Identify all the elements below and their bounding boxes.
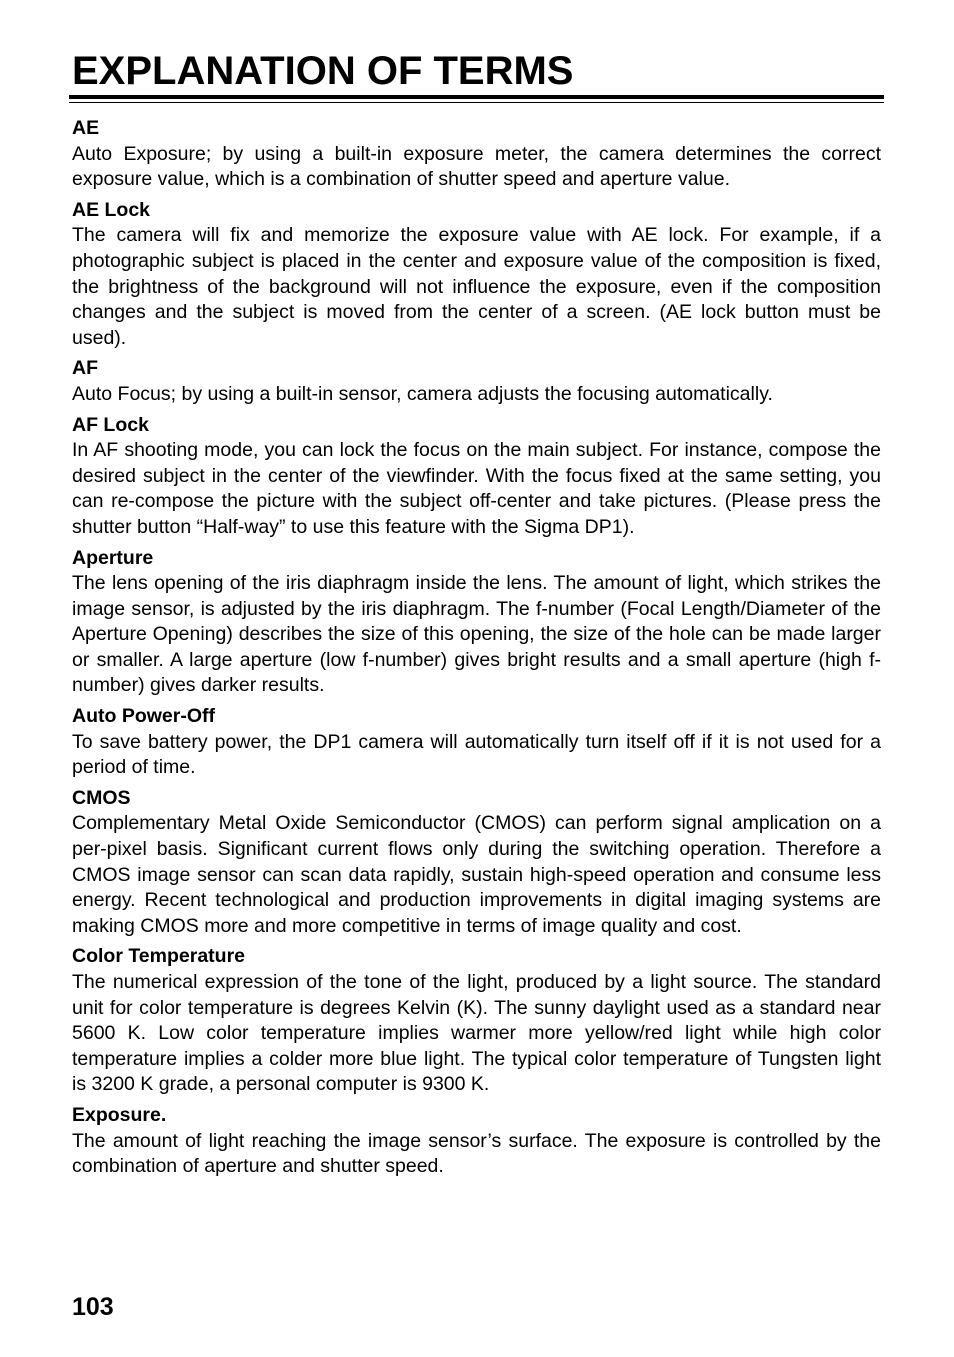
term-name: AE Lock (72, 198, 151, 221)
term-auto-power-off (72, 704, 881, 781)
term-name: AF (72, 357, 98, 380)
term-name: Exposure. (72, 1103, 167, 1126)
page-title: EXPLANATION OF TERMS (72, 49, 574, 93)
term-aperture (72, 546, 881, 700)
term-name: Aperture (72, 546, 154, 569)
term-definition: In AF shooting mode, you can lock the focus on the main subject. For instance, compose the desired subject in the center of the viewfinder. With the focus fixed at the same setting, you can re-compose the picture with the subject off-center and take pictures. (Please press the shutter button “Half-way” to use this feature with the Sigma DP1). (72, 439, 881, 538)
term-af-lock (72, 413, 881, 541)
title-rule-thin (69, 102, 884, 103)
term-ae-lock (72, 198, 881, 352)
term-ae (72, 116, 881, 193)
term-name: AE (72, 117, 100, 139)
term-af (72, 356, 881, 407)
term-name: Auto Power-Off (72, 705, 215, 728)
term-definition: The numerical expression of the tone of the light, produced by a light source. The standard unit for color temperature is degrees Kelvin (K). The sunny daylight used as a standard near 5600 K. Low color temperature implies warmer more yellow/red light while high color temperature implies a colder more blue light. The typical color temperature of Tungsten light is 3200 K grade, a personal computer is 9300 K. (72, 971, 881, 1096)
term-definition: Complementary Metal Oxide Semiconductor (CMOS) can perform signal amplication on a per-pixel basis. Significant current flows only during the switching operation. Therefore a CMOS image sensor can scan data rapidly, sustain high-speed operation and consume less energy. Recent technological and production improvements in digital imaging systems are making CMOS more and more competitive in terms of image quality and cost. (72, 812, 881, 937)
term-definition: Auto Exposure; by using a built-in exposure meter, the camera determines the correct exposure value, which is a combination of shutter speed and aperture value. (72, 142, 881, 191)
term-definition: To save battery power, the DP1 camera will automatically turn itself off if it is not used for a period of time. (72, 730, 881, 779)
terms-list (72, 116, 881, 1185)
term-definition: The camera will fix and memorize the exposure value with AE lock. For example, if a photographic subject is placed in the center and exposure value of the composition is fixed, the brightness of the background will not influence the exposure, even if the composition changes and the subject is moved from the center of a screen. (AE lock button must be used). (72, 224, 881, 349)
term-definition: Auto Focus; by using a built-in sensor, camera adjusts the focusing automatically. (72, 382, 773, 405)
term-cmos (72, 786, 881, 940)
title-rule (69, 95, 884, 99)
term-definition: The lens opening of the iris diaphragm inside the lens. The amount of light, which strikes the image sensor, is adjusted by the iris diaphragm. The f-number (Focal Length/Diameter of the Aperture Opening) describes the size of this opening, the size of the hole can be made larger or smaller. A large aperture (low f-number) gives bright results and a small aperture (high f-number) gives darker results. (72, 572, 881, 697)
term-name: Color Temperature (72, 945, 246, 968)
term-color-temperature (72, 944, 881, 1098)
page-number: 103 (72, 1293, 114, 1321)
term-exposure (72, 1103, 881, 1180)
term-definition: The amount of light reaching the image sensor’s surface. The exposure is controlled by the combination of aperture and shutter speed. (72, 1129, 881, 1178)
term-name: AF Lock (72, 413, 149, 436)
term-name: CMOS (72, 786, 131, 809)
